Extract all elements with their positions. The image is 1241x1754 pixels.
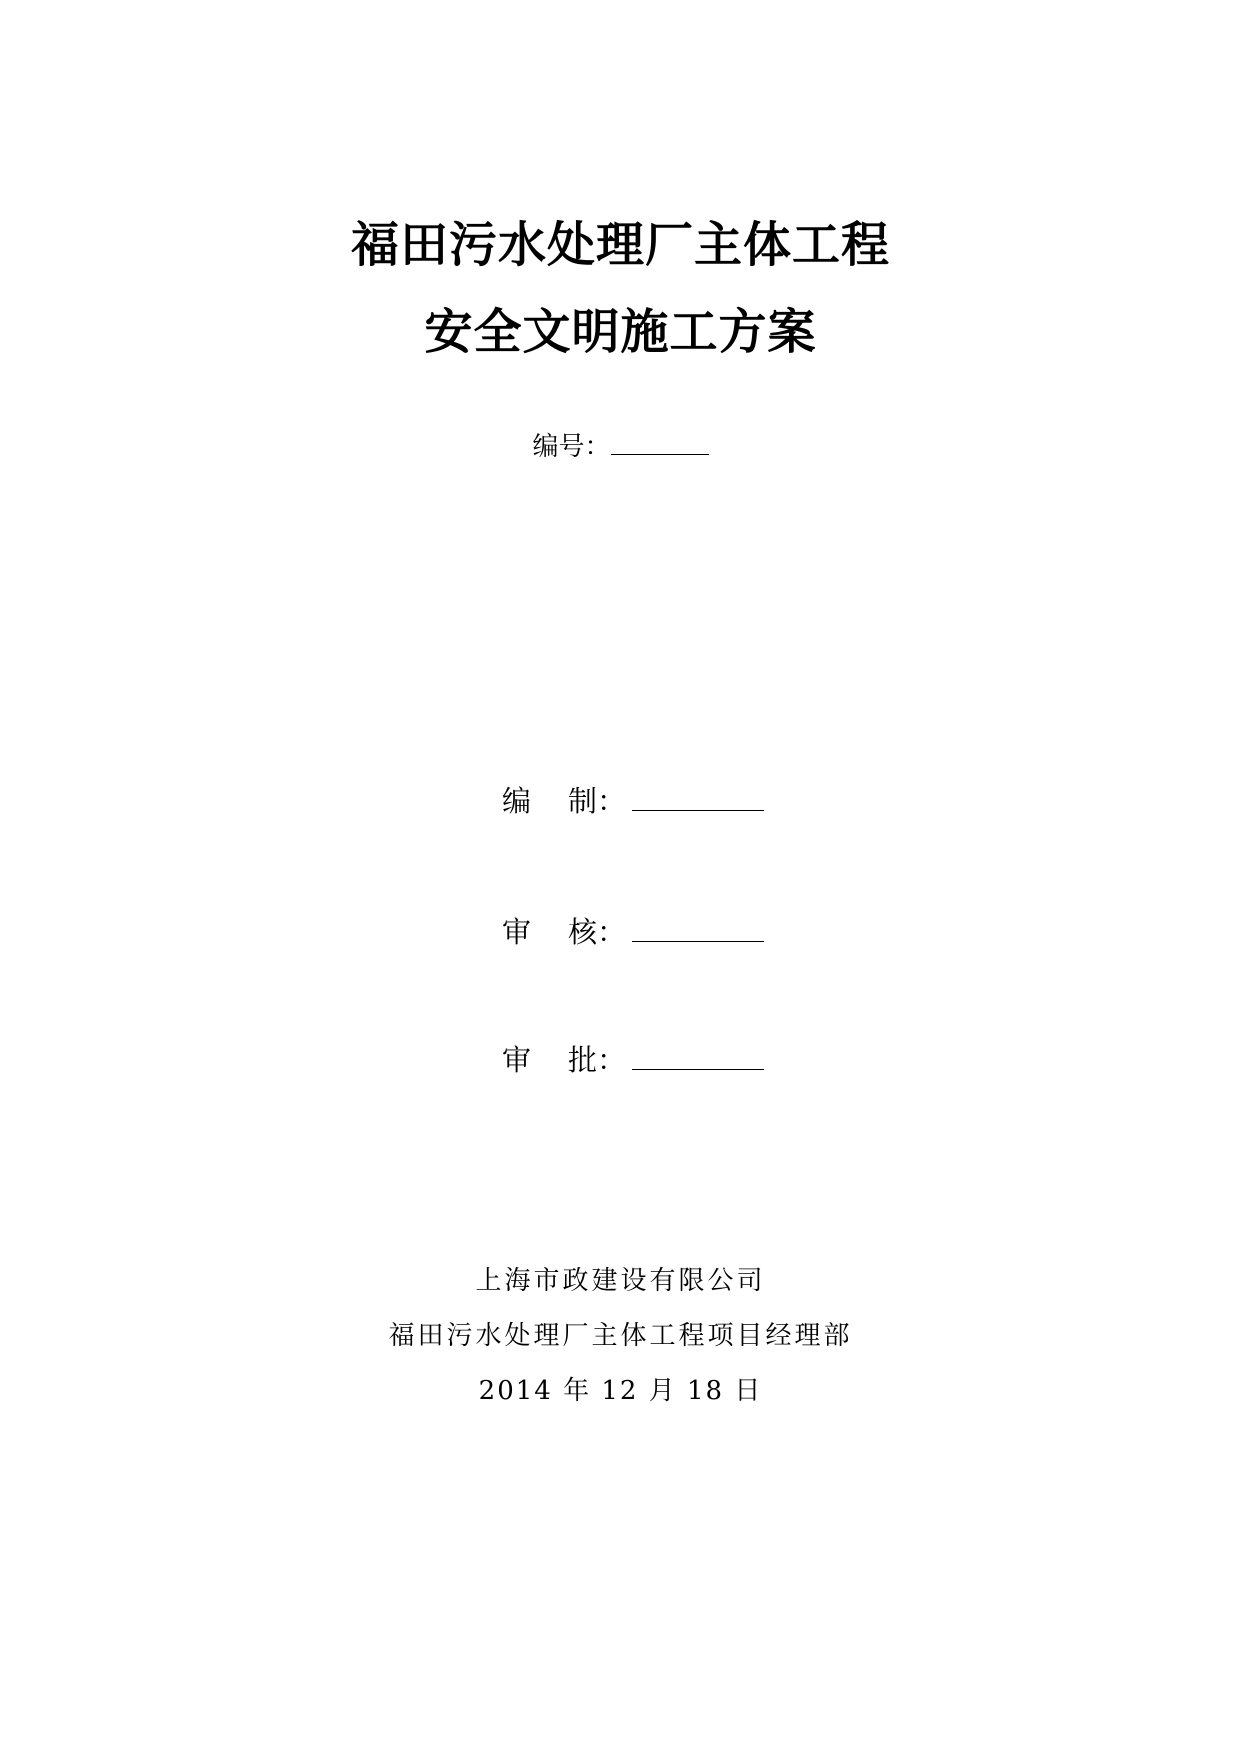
compiler-signature-row — [502, 781, 764, 821]
approver-label-char-1: 审 — [502, 1043, 532, 1077]
document-number-row — [0, 428, 1241, 465]
compiler-label — [502, 781, 632, 821]
approver-signature-row — [502, 1040, 764, 1080]
reviewer-signature-blank — [632, 913, 764, 942]
document-title-line-1: 福田污水处理厂主体工程 — [350, 217, 890, 273]
compiler-label-char-2: 制： — [568, 784, 627, 818]
document-number-label: 编号： — [532, 432, 611, 462]
compiler-signature-blank — [632, 782, 764, 811]
approver-signature-blank — [632, 1041, 764, 1070]
company-name: 上海市政建设有限公司 — [475, 1266, 766, 1296]
document-number-blank — [611, 428, 709, 455]
reviewer-label-char-2: 核： — [568, 915, 627, 949]
approver-label-char-2: 批： — [568, 1043, 627, 1077]
approver-label — [502, 1040, 632, 1080]
reviewer-signature-row — [502, 912, 764, 952]
project-department: 福田污水处理厂主体工程项目经理部 — [388, 1321, 853, 1351]
reviewer-label-char-1: 审 — [502, 915, 532, 949]
compiler-label-char-1: 编 — [502, 784, 532, 818]
document-title-line-2: 安全文明施工方案 — [424, 304, 817, 360]
reviewer-label — [502, 912, 632, 952]
document-date: 2014 年 12 月 18 日 — [478, 1376, 763, 1406]
